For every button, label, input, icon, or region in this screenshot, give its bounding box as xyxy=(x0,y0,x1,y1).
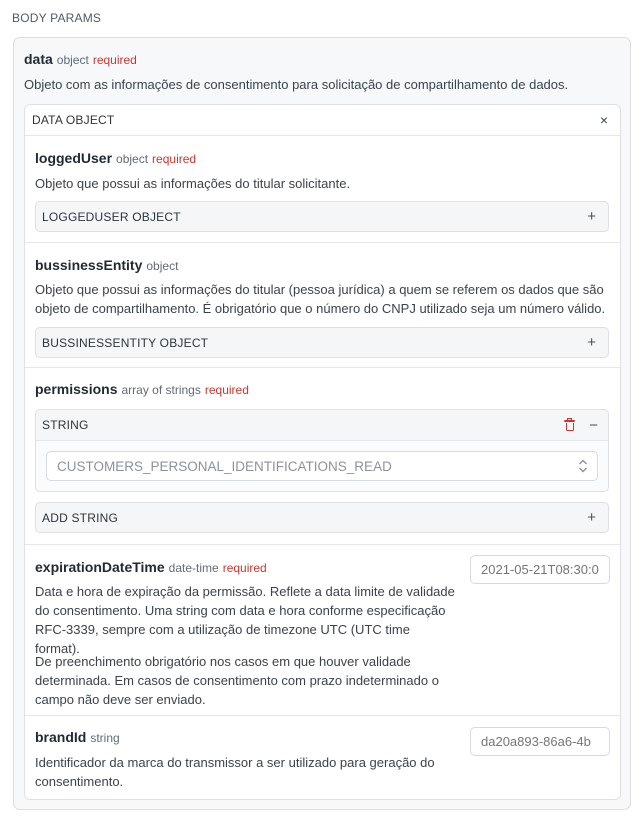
plus-icon: + xyxy=(587,509,596,526)
add-string-button[interactable] xyxy=(35,502,609,533)
required-badge: required xyxy=(152,152,197,166)
param-loggedUser xyxy=(25,137,620,243)
param-permissions xyxy=(25,368,620,545)
required-badge: required xyxy=(204,383,249,397)
param-description: Objeto que possui as informações do titular (pessoa jurídica) a quem se referem os dados que são objeto de compartilhamento. É obrigatório que o número do CNPJ utilizado seja um número válido. xyxy=(35,282,606,316)
string-item xyxy=(35,409,609,492)
param-header xyxy=(35,729,120,747)
plus-icon: + xyxy=(587,208,596,225)
param-type: array of strings xyxy=(121,383,201,397)
string-label: STRING xyxy=(42,418,89,432)
required-badge: required xyxy=(92,53,137,67)
loggeduser-object-toggle[interactable] xyxy=(35,201,609,232)
param-name: data xyxy=(24,51,53,67)
param-type: object xyxy=(146,259,179,273)
section-title: BODY PARAMS xyxy=(12,11,102,25)
param-description: Objeto que possui as informações do titular solicitante. xyxy=(35,176,351,191)
param-brandId xyxy=(25,716,620,800)
param-description: Data e hora de expiração da permissão. Reflete a data limite de validade do consentimento. Uma string com data e hora conforme especificação RFC-3339, sempre com a utilização de timezone UTC (UTC time format). xyxy=(35,584,455,656)
data-object-panel xyxy=(24,104,621,800)
param-header xyxy=(35,559,267,577)
string-actions xyxy=(564,417,598,434)
data-param-container xyxy=(13,37,631,810)
permission-select-value: CUSTOMERS_PERSONAL_IDENTIFICATIONS_READ xyxy=(57,458,392,474)
permission-select[interactable] xyxy=(46,451,598,481)
param-name: permissions xyxy=(35,381,118,397)
chevron-updown-icon xyxy=(578,458,588,474)
trash-icon[interactable] xyxy=(564,419,575,431)
param-description: Identificador da marca do transmissor a ser utilizado para geração do consentimento. xyxy=(35,755,435,789)
param-name: bussinessEntity xyxy=(35,257,143,273)
required-badge: required xyxy=(222,561,267,575)
param-type: date-time xyxy=(168,561,219,575)
param-type: string xyxy=(90,731,120,745)
brand-id-input[interactable] xyxy=(470,727,610,756)
param-description-extra: De preenchimento obrigatório nos casos em que houver validade determinada. Em casos de consentimento com prazo indeterminado o campo não deve ser enviado. xyxy=(35,654,439,707)
param-bussinessEntity xyxy=(25,243,620,368)
plus-icon: + xyxy=(587,334,596,351)
close-icon[interactable]: × xyxy=(599,112,608,128)
param-type: object xyxy=(116,152,149,166)
data-object-header xyxy=(25,105,620,136)
param-description: Objeto com as informações de consentimento para solicitação de compartilhamento de dados. xyxy=(24,77,569,92)
add-string-label: ADD STRING xyxy=(42,510,119,525)
param-name: brandId xyxy=(35,729,87,745)
minus-icon[interactable]: − xyxy=(589,416,598,434)
param-header xyxy=(35,257,178,275)
bussinessentity-object-toggle[interactable] xyxy=(35,327,609,358)
param-expirationDateTime xyxy=(25,545,620,716)
sub-object-label: BUSSINESSENTITY OBJECT xyxy=(42,335,209,350)
data-object-caption: DATA OBJECT xyxy=(32,113,115,127)
param-name: expirationDateTime xyxy=(35,559,165,575)
param-type: object xyxy=(56,53,89,67)
data-param-header xyxy=(24,51,137,69)
param-name: loggedUser xyxy=(35,150,113,166)
string-item-header xyxy=(36,410,608,441)
expiration-datetime-input[interactable] xyxy=(470,555,610,584)
sub-object-label: LOGGEDUSER OBJECT xyxy=(42,209,181,224)
param-header xyxy=(35,150,196,168)
param-header xyxy=(35,381,249,399)
